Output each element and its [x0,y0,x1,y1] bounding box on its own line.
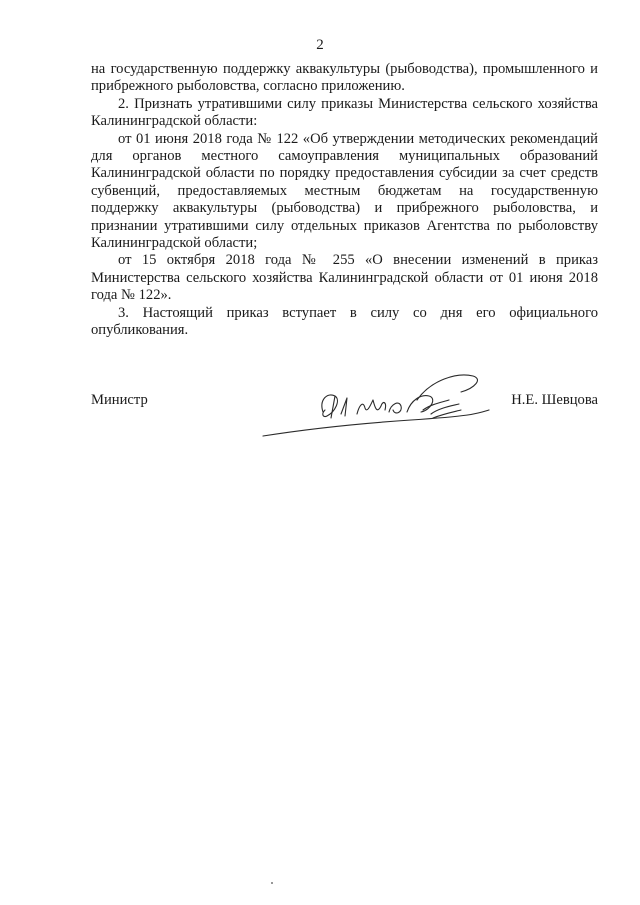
signatory-title: Министр [91,392,148,408]
scan-speck [271,882,273,884]
paragraph-continuation: на государственную поддержку аквакультуры (рыбоводства), промышленного и прибрежного рыболовства, согласно приложению. [91,61,598,95]
document-body [91,61,598,340]
page-number: 2 [316,37,324,53]
paragraph-item-2: 2. Признать утратившими силу приказы Министерства сельского хозяйства Калининградской области: [91,95,598,130]
paragraph-item-3: 3. Настоящий приказ вступает в силу со дня его официального опубликования. [91,304,598,339]
signatory-name: Н.Е. Шевцова [511,392,598,408]
paragraph-order-255: от 15 октября 2018 года № 255 «О внесении изменений в приказ Министерства сельского хозяйства Калининградской области от 01 июня 2018 года № 122». [91,252,598,304]
paragraph-order-122: от 01 июня 2018 года № 122 «Об утверждении методических рекомендаций для органов местного самоуправления муниципальных образований Калининградской области по порядку предоставления субсидии за счет средств субвенций, предоставляемых местным бюджетам на государственную поддержку аквакультуры (рыбоводства) и прибрежного рыболовства, и признании утратившими силу отдельных приказов Агентства по рыболовству Калининградской области; [91,130,598,252]
signature-block [91,370,598,450]
handwritten-signature [261,370,501,450]
